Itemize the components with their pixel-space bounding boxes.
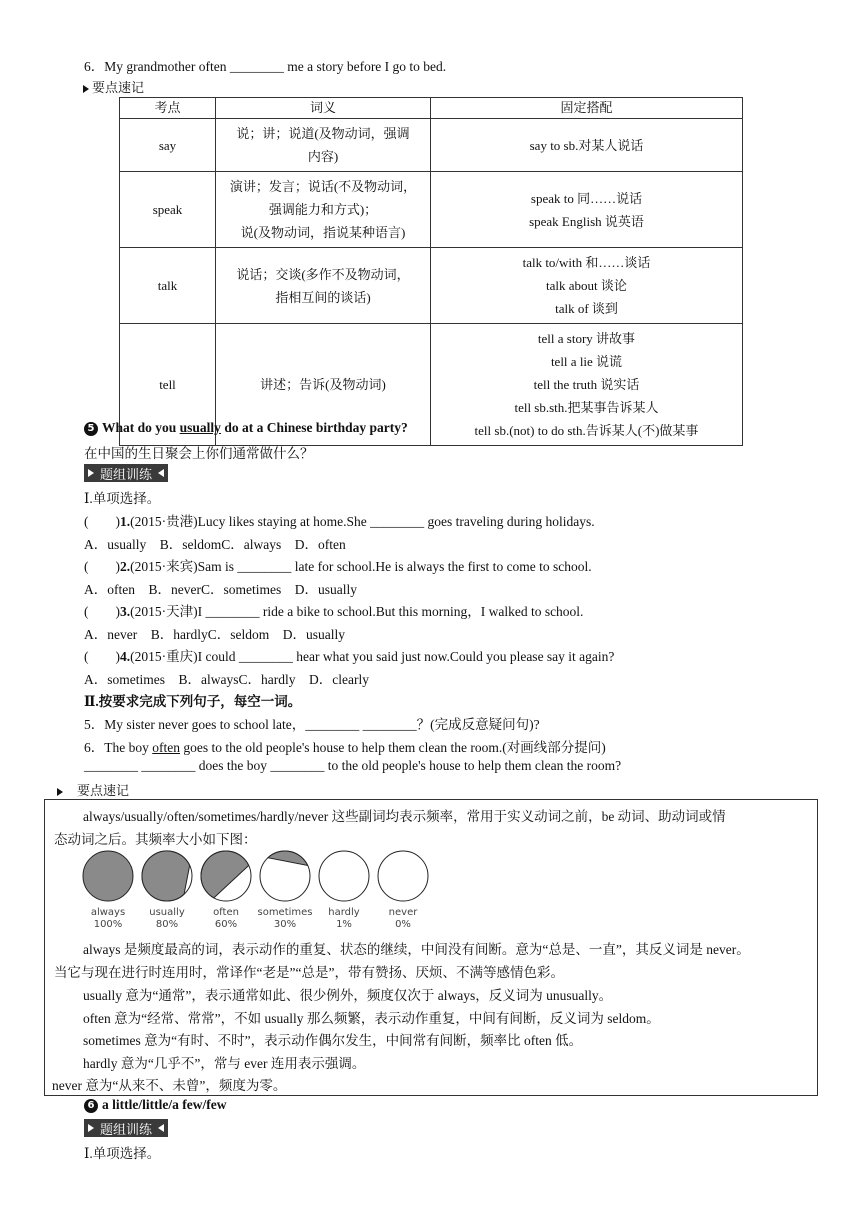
- frequency-pie-row: [81, 849, 481, 915]
- pie-sometimes: [260, 851, 310, 901]
- pie-label-word: usually: [149, 907, 185, 918]
- meaning-cell: 讲述；告诉(及物动词): [216, 324, 431, 446]
- mc-options-4: A．sometimes B．alwaysC．hardly D．clearly: [84, 672, 369, 687]
- practice-badge-label: 题组训练: [100, 467, 153, 483]
- collocation-cell: talk to/with 和……谈话 talk about 谈论 talk of 谈到: [431, 248, 743, 324]
- word-cell: tell: [120, 324, 216, 446]
- section-title-text: 要点速记: [77, 784, 130, 799]
- pie-label-word: often: [213, 907, 239, 918]
- pie-label-word: hardly: [328, 907, 360, 918]
- table-header-row: [120, 98, 743, 119]
- pie-label-word: never: [388, 907, 418, 918]
- paragraph-never: never 意为“从来不、未曾”，频度为零。: [52, 1078, 287, 1093]
- pie-label-usually: [137, 907, 197, 931]
- collocation-cell: say to sb.对某人说话: [431, 119, 743, 172]
- pie-label-always: [78, 907, 138, 931]
- mc-question-3: ( )3.(2015·天津)I ________ ride a bike to school.But this morning，I walked to school.: [84, 604, 584, 619]
- circled-number: 5: [84, 422, 98, 436]
- mc-question-4: ( )4.(2015·重庆)I could ________ hear what you said just now.Could you please say it again?: [84, 649, 615, 664]
- circled-number: 6: [84, 1099, 98, 1113]
- underlined-word: usually: [179, 420, 221, 435]
- paragraph-usually: usually 意为“通常”，表示通常如此、很少例外，频度仅次于 always，反义词为 unusually。: [83, 988, 613, 1003]
- pie-often: [201, 851, 251, 901]
- paragraph-hardly: hardly 意为“几乎不”，常与 ever 连用表示强调。: [83, 1056, 366, 1071]
- meaning-cell: 演讲；发言；说话(不及物动词， 强调能力和方式)； 说(及物动词，指说某种语言): [216, 172, 431, 248]
- mc-options-2: A．often B．neverC．sometimes D．usually: [84, 582, 357, 597]
- key-point-6: 6 a little/little/a few/few: [84, 1097, 226, 1113]
- meaning-cell: 说；讲；说道(及物动词，强调 内容): [216, 119, 431, 172]
- part-2-title: Ⅱ.按要求完成下列句子，每空一词。: [84, 694, 302, 709]
- key-point-5-translation: 在中国的生日聚会上你们通常做什么？: [84, 446, 314, 461]
- triangle-bullet-icon: [57, 788, 63, 796]
- paragraph-always-2: 当它与现在进行时连用时，常译作“老是”“总是”，带有赞扬、厌烦、不满等感情色彩。: [54, 965, 564, 980]
- word-cell: say: [120, 119, 216, 172]
- triangle-bullet-icon: [83, 85, 89, 93]
- table-header-cell: 词义: [216, 98, 431, 119]
- paragraph-often: often 意为“经常、常常”，不如 usually 那么频繁，表示动作重复，中间有间断，反义词为 seldom。: [83, 1011, 660, 1026]
- frequency-adverbs-box: [44, 799, 818, 1096]
- table-row: [120, 119, 743, 172]
- word-cell: speak: [120, 172, 216, 248]
- pie-never: [378, 851, 428, 901]
- question-6-top: 6．My grandmother often ________ me a story before I go to bed.: [84, 59, 447, 74]
- table-header-cell: 考点: [120, 98, 216, 119]
- section-title-key-points: [83, 77, 144, 96]
- pie-slice: [142, 851, 190, 901]
- meaning-cell: 说话；交谈(多作不及物动词， 指相互间的谈话): [216, 248, 431, 324]
- vocab-table: [119, 97, 743, 446]
- practice-badge-2: [84, 1119, 168, 1137]
- mc-question-1: ( )1.(2015·贵港)Lucy likes staying at home.She ________ goes traveling during holidays.: [84, 514, 595, 529]
- underlined-word: often: [152, 740, 180, 755]
- paragraph-sometimes: sometimes 意为“有时、不时”，表示动作偶尔发生，中间常有间断，频率比 often 低。: [83, 1033, 583, 1048]
- question-6: 6．The boy often goes to the old people's house to help them clean the room.(对画线部分提问): [84, 740, 606, 755]
- pie-slice: [366, 864, 367, 865]
- part-1-title: Ⅰ.单项选择。: [84, 491, 161, 506]
- pie-label-percent: 30%: [273, 919, 297, 930]
- question-5: 5．My sister never goes to school late，________ ________？(完成反意疑问句)?: [84, 717, 540, 732]
- pie-always: [83, 851, 133, 901]
- pie-label-hardly: [314, 907, 374, 931]
- question-6-answer-line: ________ ________ does the boy ________ to the old people's house to help them clean the room?: [84, 758, 622, 773]
- mc-options-3: A．never B．hardlyC．seldom D．usually: [84, 627, 345, 642]
- section-title-key-points-2: [57, 780, 129, 799]
- pie-label-word: sometimes: [257, 907, 313, 918]
- part-1-title-2: Ⅰ.单项选择。: [84, 1146, 161, 1161]
- play-icon: [88, 469, 94, 477]
- pie-label-percent: 100%: [93, 919, 123, 930]
- practice-badge-label: 题组训练: [100, 1122, 153, 1138]
- play-icon: [88, 1124, 94, 1132]
- collocation-cell: speak to 同……说话 speak English 说英语: [431, 172, 743, 248]
- pie-label-never: [373, 907, 433, 931]
- mc-question-2: ( )2.(2015·来宾)Sam is ________ late for school.He is always the first to come to school.: [84, 559, 592, 574]
- box-intro-line-2: 态动词之后。其频率大小如下图：: [54, 832, 257, 847]
- paragraph-always-1: always 是频度最高的词，表示动作的重复、状态的继续，中间没有间断。意为“总是、一直”，其反义词是 never。: [83, 942, 750, 957]
- table-row: [120, 172, 743, 248]
- pie-label-often: [196, 907, 256, 931]
- pie-label-percent: 1%: [336, 919, 352, 930]
- table-header-cell: 固定搭配: [431, 98, 743, 119]
- table-row: [120, 248, 743, 324]
- reverse-play-icon: [158, 469, 164, 477]
- key-point-5: 5 What do you usually do at a Chinese birthday party?: [84, 420, 408, 436]
- pie-usually: [142, 851, 192, 901]
- pie-label-percent: 80%: [155, 919, 179, 930]
- word-cell: talk: [120, 248, 216, 324]
- pie-label-word: always: [90, 907, 126, 918]
- pie-label-percent: 60%: [214, 919, 238, 930]
- mc-options-1: A．usually B．seldomC．always D．often: [84, 537, 346, 552]
- practice-badge: [84, 464, 168, 482]
- pie-label-percent: 0%: [395, 919, 411, 930]
- pie-label-sometimes: [255, 907, 315, 931]
- reverse-play-icon: [158, 1124, 164, 1132]
- section-title-text: 要点速记: [92, 81, 145, 96]
- pie-hardly: [319, 851, 369, 901]
- box-intro-line-1: always/usually/often/sometimes/hardly/never 这些副词均表示频率，常用于实义动词之前，be 动词、助动词或情: [83, 809, 726, 824]
- collocation-cell: tell a story 讲故事 tell a lie 说谎 tell the truth 说实话 tell sb.sth.把某事告诉某人 tell sb.(not) to do sth.告诉某人(不)做某事: [431, 324, 743, 446]
